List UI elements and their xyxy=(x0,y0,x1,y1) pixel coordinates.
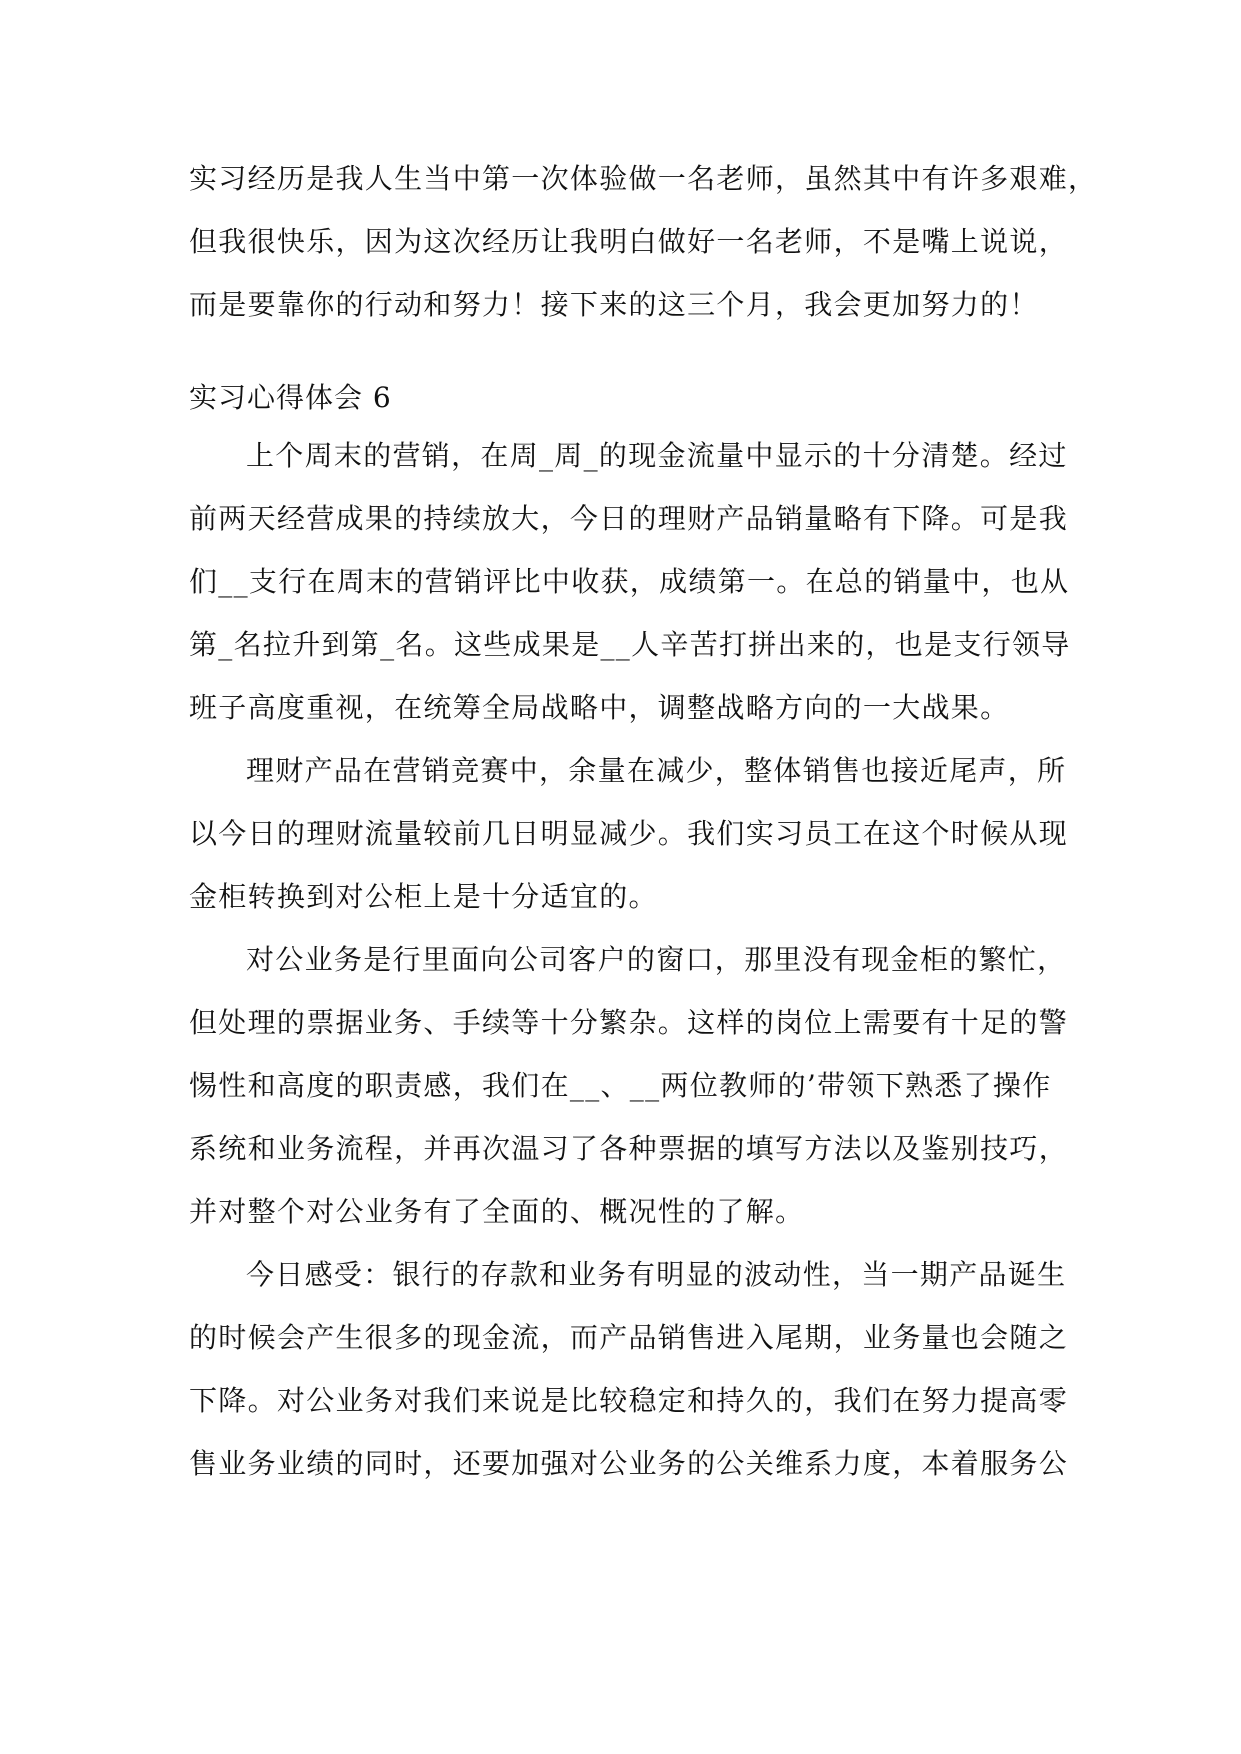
paragraph-line: 并对整个对公业务有了全面的、概况性的了解。 xyxy=(189,1195,805,1228)
paragraph-line: 下降。对公业务对我们来说是比较稳定和持久的，我们在努力提高零 xyxy=(189,1384,1069,1417)
paragraph-line: 今日感受：银行的存款和业务有明显的波动性，当一期产品诞生 xyxy=(246,1258,1067,1291)
paragraph-line: 的时候会产生很多的现金流，而产品销售进入尾期，业务量也会随之 xyxy=(189,1321,1069,1354)
section-heading: 实习心得体会 6 xyxy=(189,381,392,414)
paragraph-line: 理财产品在营销竞赛中，余量在减少，整体销售也接近尾声，所 xyxy=(246,754,1067,787)
intro-line: 而是要靠你的行动和努力！接下来的这三个月，我会更加努力的！ xyxy=(189,288,1039,321)
paragraph-line: 对公业务是行里面向公司客户的窗口，那里没有现金柜的繁忙， xyxy=(246,943,1067,976)
paragraph-line: 惕性和高度的职责感，我们在__、__两位教师的’带领下熟悉了操作 xyxy=(189,1069,1052,1102)
paragraph-line: 金柜转换到对公柜上是十分适宜的。 xyxy=(189,880,658,913)
paragraph-line: 以今日的理财流量较前几日明显减少。我们实习员工在这个时候从现 xyxy=(189,817,1069,850)
paragraph-line: 们__支行在周末的营销评比中收获，成绩第一。在总的销量中，也从 xyxy=(189,565,1070,598)
paragraph-line: 售业务业绩的同时，还要加强对公业务的公关维系力度，本着服务公 xyxy=(189,1447,1069,1480)
intro-line: 但我很快乐，因为这次经历让我明白做好一名老师，不是嘴上说说， xyxy=(189,225,1069,258)
paragraph-line: 但处理的票据业务、手续等十分繁杂。这样的岗位上需要有十足的警 xyxy=(189,1006,1069,1039)
paragraph-line: 系统和业务流程，并再次温习了各种票据的填写方法以及鉴别技巧， xyxy=(189,1132,1069,1165)
paragraph-line: 上个周末的营销，在周_周_的现金流量中显示的十分清楚。经过 xyxy=(246,439,1068,472)
intro-line: 实习经历是我人生当中第一次体验做一名老师，虽然其中有许多艰难， xyxy=(189,162,1098,195)
paragraph-line: 第_名拉升到第_名。这些成果是__人辛苦打拼出来的，也是支行领导 xyxy=(189,628,1071,661)
paragraph-line: 班子高度重视，在统筹全局战略中，调整战略方向的一大战果。 xyxy=(189,691,1010,724)
paragraph-line: 前两天经营成果的持续放大，今日的理财产品销量略有下降。可是我 xyxy=(189,502,1069,535)
